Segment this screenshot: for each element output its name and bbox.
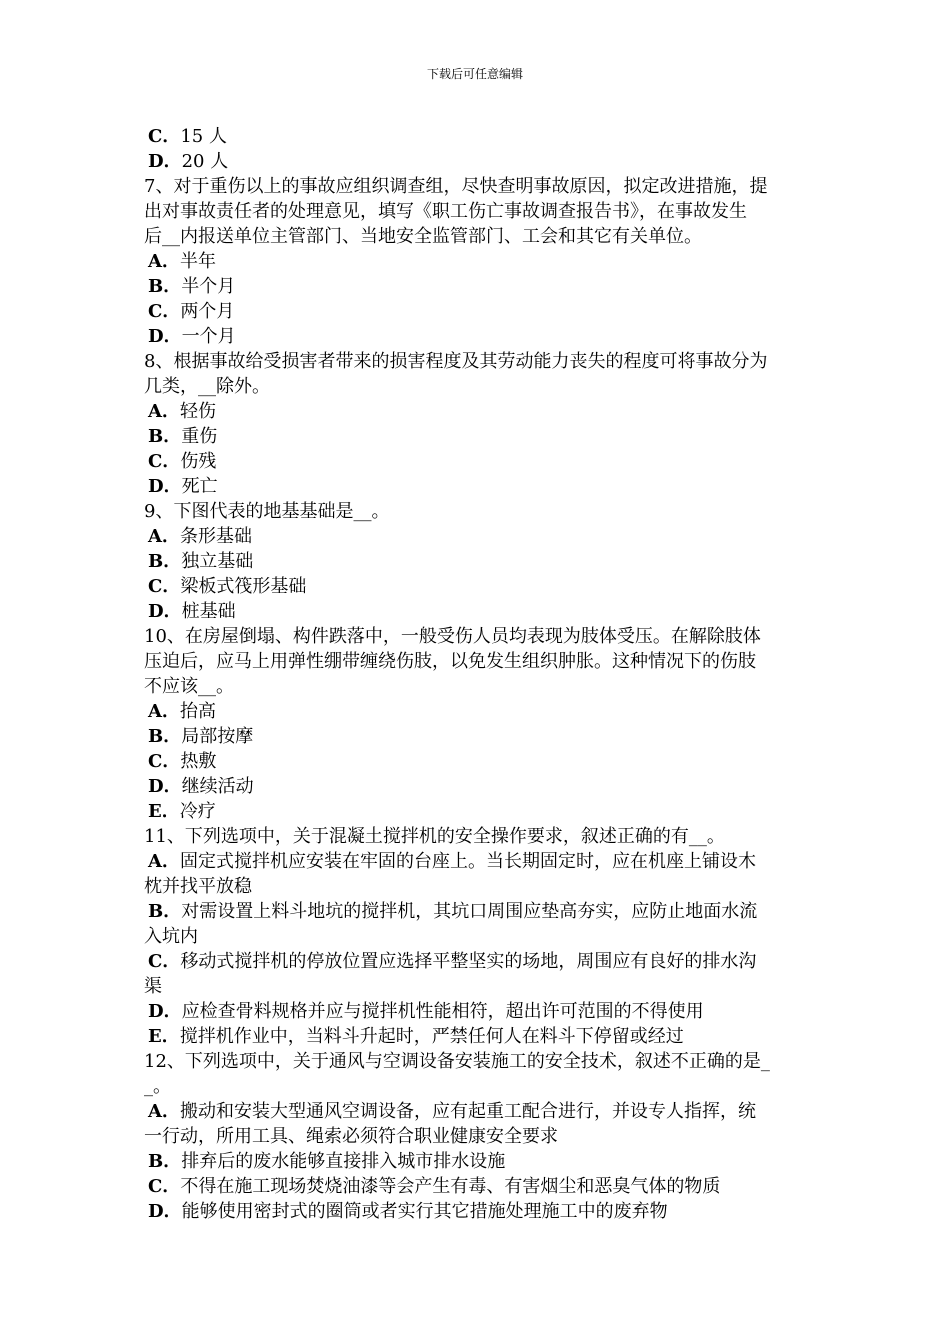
question-text-line: 几类，__除外。 bbox=[144, 376, 270, 397]
answer-option bbox=[144, 724, 814, 749]
option-letter: D． bbox=[148, 776, 182, 797]
answer-option bbox=[144, 949, 814, 974]
option-text: 不得在施工现场焚烧油漆等会产生有毒、有害烟尘和恶臭气体的物质 bbox=[180, 1176, 721, 1197]
answer-option bbox=[144, 899, 814, 924]
option-letter: C． bbox=[148, 576, 181, 597]
answer-option bbox=[144, 574, 814, 599]
answer-option bbox=[144, 399, 814, 424]
option-letter: D． bbox=[148, 1001, 182, 1022]
question-text-line: 入坑内 bbox=[144, 926, 198, 947]
option-letter: A． bbox=[148, 1101, 180, 1122]
option-text: 抬高 bbox=[179, 701, 216, 722]
option-text: 独立基础 bbox=[181, 551, 254, 572]
answer-option bbox=[144, 999, 814, 1024]
answer-option bbox=[144, 249, 814, 274]
option-letter: A． bbox=[148, 526, 180, 547]
option-letter: A． bbox=[148, 701, 180, 722]
option-text: 固定式搅拌机应安装在牢固的台座上。当长期固定时，应在机座上铺设木 bbox=[179, 851, 756, 872]
answer-option bbox=[144, 299, 814, 324]
answer-option bbox=[144, 549, 814, 574]
option-letter: A． bbox=[148, 851, 180, 872]
option-letter: C． bbox=[148, 301, 181, 322]
option-text: 半年 bbox=[179, 251, 216, 272]
option-text: 对需设置上料斗地坑的搅拌机，其坑口周围应垫高夯实，应防止地面水流 bbox=[181, 901, 758, 922]
option-letter: B． bbox=[148, 551, 182, 572]
question-text-line: 压迫后，应马上用弹性绷带缠绕伤肢，以免发生组织肿胀。这种情况下的伤肢 bbox=[144, 651, 756, 672]
answer-option bbox=[144, 849, 814, 874]
option-text: 条形基础 bbox=[179, 526, 252, 547]
option-letter: B． bbox=[148, 901, 182, 922]
answer-option bbox=[144, 1199, 814, 1224]
question-text-line: 11、下列选项中，关于混凝土搅拌机的安全操作要求，叙述正确的有__。 bbox=[144, 826, 725, 847]
answer-option bbox=[144, 1024, 814, 1049]
option-letter: D． bbox=[148, 601, 182, 622]
answer-option bbox=[144, 524, 814, 549]
option-text: 移动式搅拌机的停放位置应选择平整坚实的场地，周围应有良好的排水沟 bbox=[180, 951, 757, 972]
answer-option bbox=[144, 1149, 814, 1174]
answer-option bbox=[144, 774, 814, 799]
question-text-line: 渠 bbox=[144, 976, 162, 997]
option-letter: D． bbox=[148, 476, 182, 497]
option-text: 梁板式筏形基础 bbox=[180, 576, 307, 597]
option-letter: E． bbox=[148, 1026, 180, 1047]
option-letter: A． bbox=[148, 401, 180, 422]
option-letter: C． bbox=[148, 126, 181, 147]
option-text: 死亡 bbox=[181, 476, 218, 497]
answer-option bbox=[144, 149, 814, 174]
option-text: 局部按摩 bbox=[181, 726, 254, 747]
option-text: 半个月 bbox=[181, 276, 236, 297]
option-text: 两个月 bbox=[180, 301, 235, 322]
answer-option bbox=[144, 1174, 814, 1199]
answer-option bbox=[144, 474, 814, 499]
question-text-line: _。 bbox=[144, 1076, 171, 1097]
answer-option bbox=[144, 799, 814, 824]
question-text-line: 12、下列选项中，关于通风与空调设备安装施工的安全技术，叙述不正确的是_ bbox=[144, 1051, 770, 1072]
question-text-line: 7、对于重伤以上的事故应组织调查组，尽快查明事故原因，拟定改进措施，提 bbox=[144, 176, 768, 197]
answer-option bbox=[144, 274, 814, 299]
option-text: 排弃后的废水能够直接排入城市排水设施 bbox=[181, 1151, 506, 1172]
question-text-line: 不应该__。 bbox=[144, 676, 234, 697]
option-letter: B． bbox=[148, 276, 182, 297]
option-text: 轻伤 bbox=[179, 401, 216, 422]
option-letter: D． bbox=[148, 151, 182, 172]
option-text: 20 人 bbox=[181, 151, 229, 172]
answer-option bbox=[144, 124, 814, 149]
option-letter: B． bbox=[148, 1151, 182, 1172]
option-text: 重伤 bbox=[181, 426, 218, 447]
option-letter: C． bbox=[148, 1176, 181, 1197]
option-letter: C． bbox=[148, 751, 181, 772]
page-header: 下载后可任意编辑 bbox=[426, 67, 523, 81]
option-text: 搬动和安装大型通风空调设备，应有起重工配合进行，并设专人指挥，统 bbox=[179, 1101, 756, 1122]
option-text: 伤残 bbox=[180, 451, 217, 472]
document-body bbox=[144, 124, 814, 1224]
option-text: 继续活动 bbox=[181, 776, 254, 797]
answer-option bbox=[144, 424, 814, 449]
answer-option bbox=[144, 699, 814, 724]
option-text: 桩基础 bbox=[181, 601, 236, 622]
option-letter: D． bbox=[148, 1201, 182, 1222]
option-letter: C． bbox=[148, 451, 181, 472]
option-text: 应检查骨料规格并应与搅拌机性能相符，超出许可范围的不得使用 bbox=[181, 1001, 704, 1022]
option-letter: B． bbox=[148, 726, 182, 747]
question-text-line: 9、下图代表的地基基础是__。 bbox=[144, 501, 390, 522]
option-text: 15 人 bbox=[180, 126, 227, 147]
option-letter: A． bbox=[148, 251, 180, 272]
option-text: 搅拌机作业中，当料斗升起时，严禁任何人在料斗下停留或经过 bbox=[179, 1026, 684, 1047]
answer-option bbox=[144, 324, 814, 349]
question-text-line: 8、根据事故给受损害者带来的损害程度及其劳动能力丧失的程度可将事故分为 bbox=[144, 351, 768, 372]
option-text: 冷疗 bbox=[179, 801, 216, 822]
question-text-line: 出对事故责任者的处理意见，填写《职工伤亡事故调查报告书》，在事故发生 bbox=[144, 201, 747, 222]
option-letter: C． bbox=[148, 951, 181, 972]
option-letter: E． bbox=[148, 801, 180, 822]
option-letter: D． bbox=[148, 326, 182, 347]
question-text-line: 后__内报送单位主管部门、当地安全监管部门、工会和其它有关单位。 bbox=[144, 226, 702, 247]
question-text-line: 10、在房屋倒塌、构件跌落中，一般受伤人员均表现为肢体受压。在解除肢体 bbox=[144, 626, 761, 647]
option-letter: B． bbox=[148, 426, 182, 447]
question-text-line: 一行动，所用工具、绳索必须符合职业健康安全要求 bbox=[144, 1126, 558, 1147]
answer-option bbox=[144, 1099, 814, 1124]
answer-option bbox=[144, 749, 814, 774]
answer-option bbox=[144, 449, 814, 474]
question-text-line: 枕并找平放稳 bbox=[144, 876, 252, 897]
answer-option bbox=[144, 599, 814, 624]
option-text: 一个月 bbox=[181, 326, 236, 347]
option-text: 能够使用密封式的圈筒或者实行其它措施处理施工中的废弃物 bbox=[181, 1201, 668, 1222]
option-text: 热敷 bbox=[180, 751, 217, 772]
